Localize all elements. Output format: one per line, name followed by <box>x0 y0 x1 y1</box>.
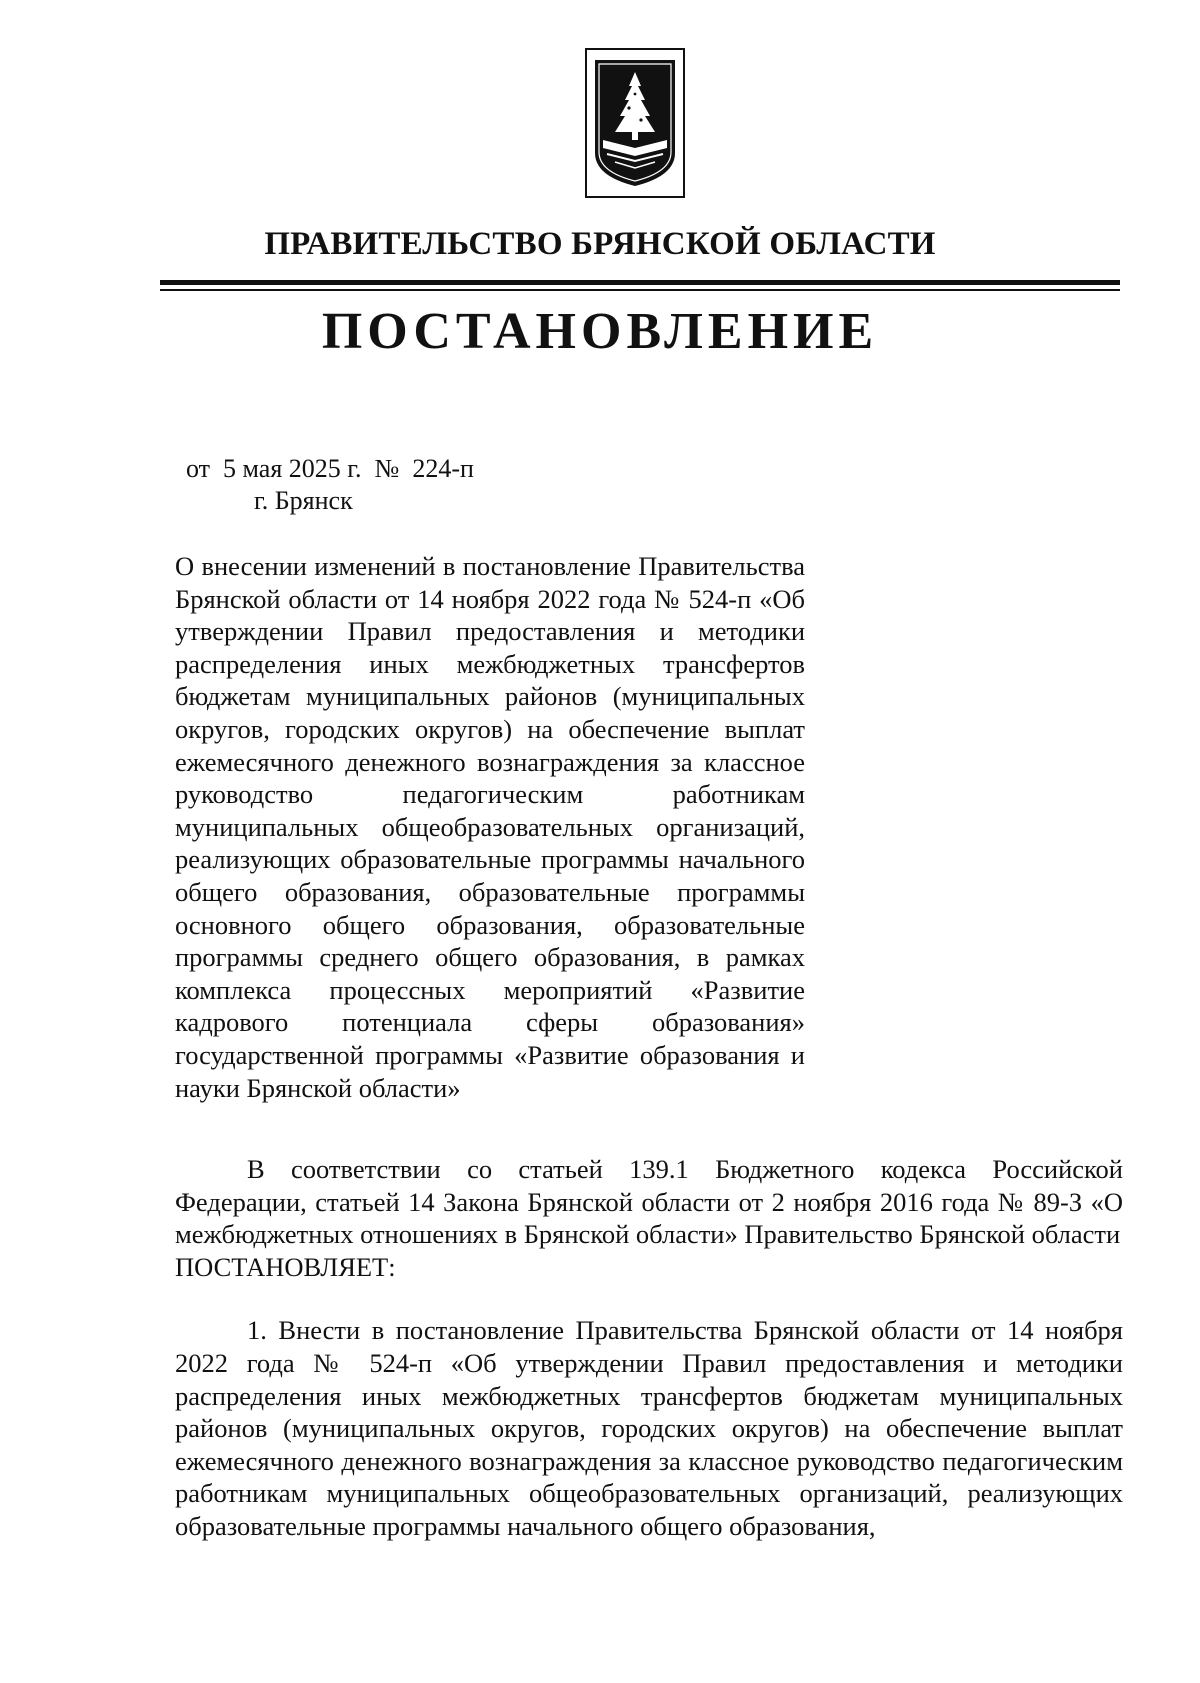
date-number-line: от 5 мая 2025 г. № 224-п <box>186 454 474 483</box>
decree-word: ПОСТАНОВЛЯЕТ: <box>175 1251 396 1282</box>
header-rule-thin <box>160 289 1120 291</box>
document-body <box>175 1153 1123 1543</box>
organization-title: ПРАВИТЕЛЬСТВО БРЯНСКОЙ ОБЛАСТИ <box>264 226 936 262</box>
city-line: г. Брянск <box>254 486 353 515</box>
document-subject: О внесении изменений в постановление Правительства Брянской области от 14 ноября 2022 года № 524-п «Об утверждении Правил предоставления и методики распределения иных межбюджетных трансфертов бюджетам муниципальных районов (муниципальных округов, городских округов) на обеспечение выплат ежемесячного денежного вознаграждения за классное руководство педагогическим работникам муниципальных общеобразовательных организаций, реализующих образовательные программы начального общего образования, образовательные программы основного общего образования, образовательные программы среднего общего образования, в рамках комплекса процессных мероприятий «Развитие кадрового потенциала сферы образования» государственной программы «Развитие образования и науки Брянской области» <box>175 551 805 1103</box>
header-rule-thick <box>160 280 1120 285</box>
item-1-paragraph: 1. Внести в постановление Правительства Брянской области от 14 ноября 2022 года № 524-п «Об утверждении Правил предоставления и методики распределения иных межбюджетных трансфертов бюджетам муниципальных районов (муниципальных округов, городских округов) на обеспечение выплат ежемесячного денежного вознаграждения за классное руководство педагогическим работникам муниципальных общеобразовательных организаций, реализующих образовательные программы начального общего образования, <box>175 1315 1123 1541</box>
preamble-paragraph: В соответствии со статьей 139.1 Бюджетного кодекса Российской Федерации, статьей 14 Закона Брянской области от 2 ноября 2016 года № 89-З «О межбюджетных отношениях в Брянской области» Правительство Брянской области <box>175 1154 1123 1250</box>
bryansk-coat-of-arms-icon <box>585 48 685 198</box>
document-type-heading: ПОСТАНОВЛЕНИЕ <box>321 303 879 360</box>
document-meta <box>186 453 474 517</box>
